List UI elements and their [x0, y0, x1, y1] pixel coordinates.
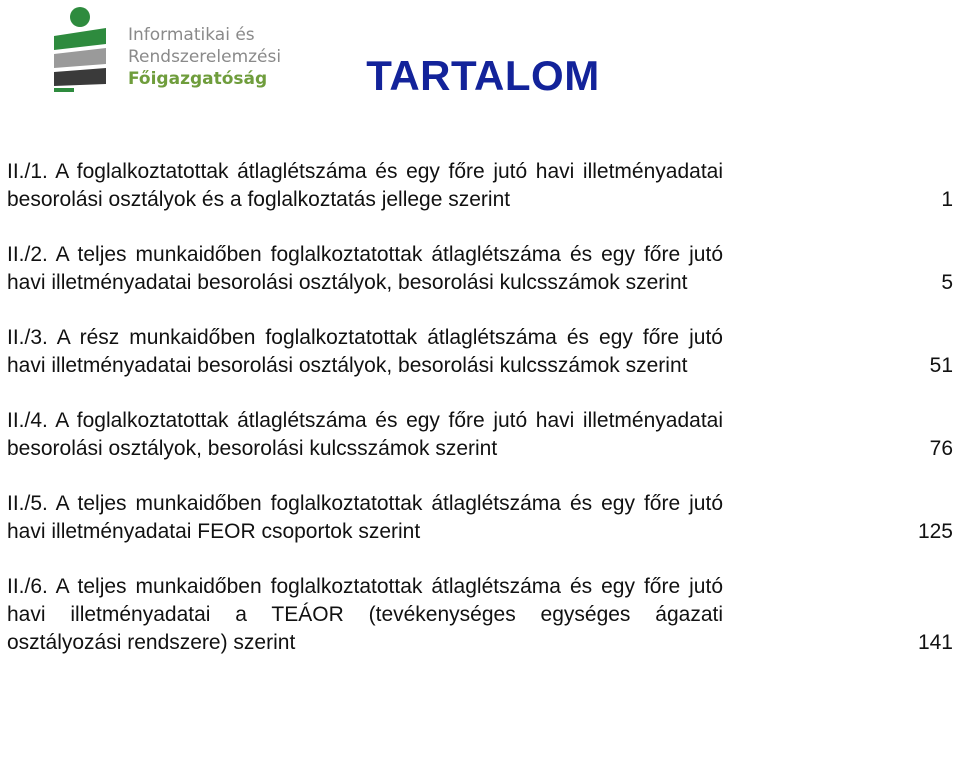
logo-line-1: Informatikai és — [128, 25, 255, 45]
toc-entry[interactable] — [7, 407, 953, 463]
toc-entry-page-number: 51 — [929, 354, 953, 377]
page-title: TARTALOM — [366, 52, 600, 99]
toc-entry[interactable] — [7, 324, 953, 380]
toc-entry-title: II./2. A teljes munkaidőben foglalkoztatottak átlaglétszáma és egy főre jutó havi illetményadatai besorolási osztályok, besorolási kulcsszámok szerint — [7, 243, 723, 294]
toc-entry[interactable] — [7, 241, 953, 297]
toc-entry[interactable] — [7, 158, 953, 214]
toc-entry-page-number: 141 — [917, 631, 953, 654]
toc-entry-title: II./4. A foglalkoztatottak átlaglétszáma és egy főre jutó havi illetményadatai besorolási osztályok, besorolási kulcsszámok szerint — [7, 409, 723, 460]
toc-entry[interactable] — [7, 573, 953, 657]
toc-entry-title: II./6. A teljes munkaidőben foglalkoztatottak átlaglétszáma és egy főre jutó havi illetményadatai a TEÁOR (tevékenységes egységes ágazati osztályozási rendszere) szerint — [7, 575, 723, 654]
toc-entry-title: II./1. A foglalkoztatottak átlaglétszáma és egy főre jutó havi illetményadatai besorolási osztályok és a foglalkoztatás jellege szerint — [7, 160, 723, 211]
toc-entry-page-number: 125 — [917, 520, 953, 543]
toc-entry-page-number: 5 — [941, 271, 953, 294]
logo-line-2: Rendszerelemzési — [128, 47, 282, 67]
logo-line-3: Főigazgatóság — [128, 69, 268, 89]
toc-entry-title: II./5. A teljes munkaidőben foglalkoztatottak átlaglétszáma és egy főre jutó havi illetményadatai FEOR csoportok szerint — [7, 492, 723, 543]
toc-entry-page-number: 76 — [929, 437, 953, 460]
toc-entry[interactable] — [7, 490, 953, 546]
table-of-contents — [7, 158, 953, 684]
toc-entry-title: II./3. A rész munkaidőben foglalkoztatottak átlaglétszáma és egy főre jutó havi illetményadatai besorolási osztályok, besorolási kulcsszámok szerint — [7, 326, 723, 377]
page-header — [0, 0, 960, 120]
toc-entry-page-number: 1 — [941, 188, 953, 211]
